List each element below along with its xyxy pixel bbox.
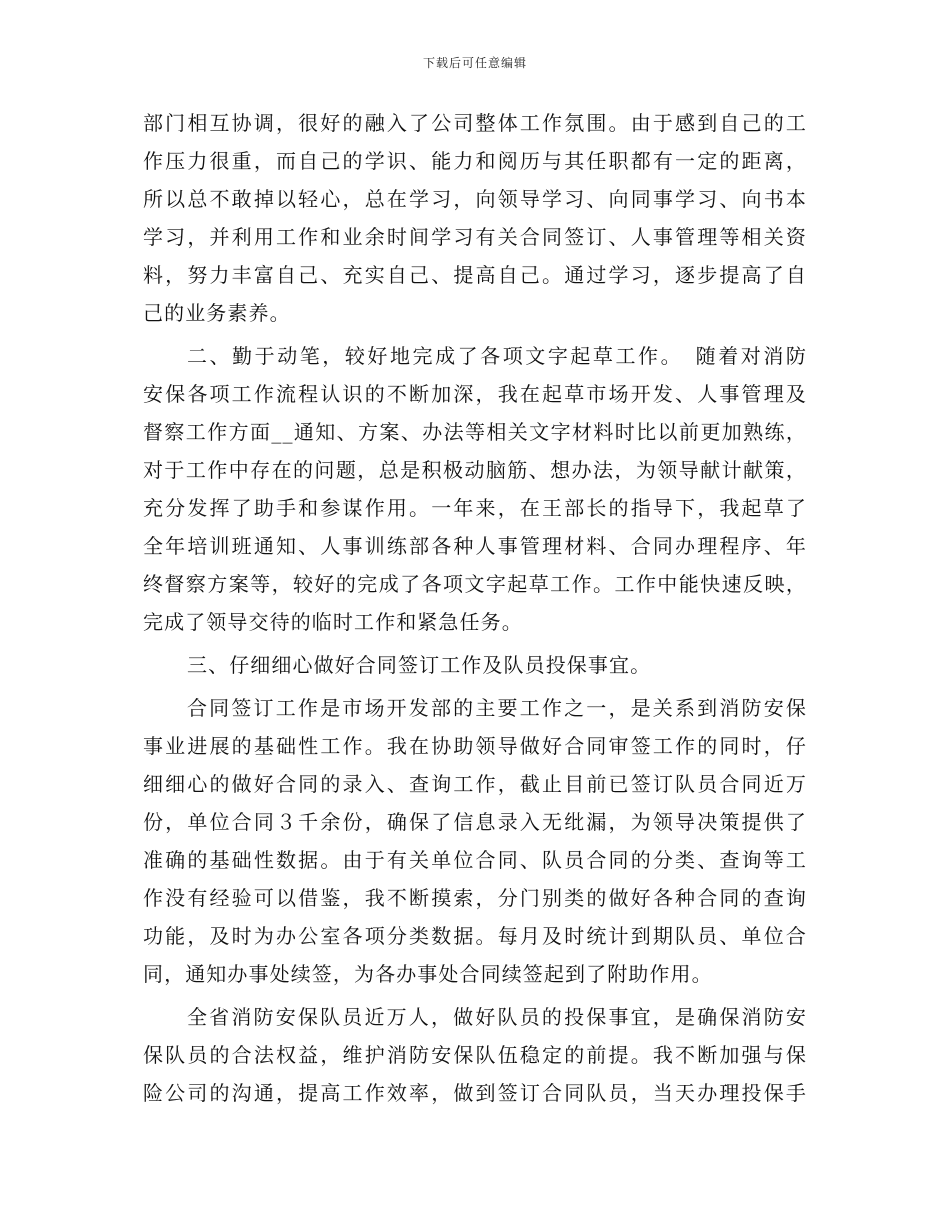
- text-line: 部门相互协调，很好的融入了公司整体工作氛围。由于感到自己的工: [143, 111, 807, 135]
- text-line: 事业进展的基础性工作。我在协助领导做好合同审签工作的同时，仔: [143, 734, 807, 758]
- text-line: 充分发挥了助手和参谋作用。一年来，在王部长的指导下，我起草了: [143, 496, 807, 520]
- text-line: 完成了领导交待的临时工作和紧急任务。: [143, 610, 523, 634]
- text-line: 作没有经验可以借鉴，我不断摸索，分门别类的做好各种合同的查询: [143, 886, 807, 910]
- text-line: 己的业务素养。: [143, 301, 291, 325]
- text-line: 保队员的合法权益，维护消防安保队伍稳定的前提。我不断加强与保: [143, 1043, 807, 1067]
- text-line: 同，通知办事处续签，为各办事处合同续签起到了附助作用。: [143, 962, 713, 986]
- text-line: 细细心的做好合同的录入、查询工作，截止目前已签订队员合同近万: [143, 772, 807, 796]
- text-line: 险公司的沟通，提高工作效率，做到签订合同队员，当天办理投保手: [143, 1081, 807, 1105]
- text-line: 对于工作中存在的问题，总是积极动脑筋、想办法，为领导献计献策，: [143, 458, 807, 482]
- text-line: 学习，并利用工作和业余时间学习有关合同签订、人事管理等相关资: [143, 225, 807, 249]
- text-line: 安保各项工作流程认识的不断加深，我在起草市场开发、人事管理及: [143, 382, 807, 406]
- page-header: 下载后可任意编辑: [422, 56, 527, 70]
- paragraph-2: [143, 337, 807, 641]
- text-line: 二、勤于动笔，较好地完成了各项文字起草工作。 随着对消防: [187, 344, 807, 368]
- text-line: 作压力很重，而自己的学识、能力和阅历与其任职都有一定的距离，: [143, 149, 807, 173]
- section-heading-3: [143, 646, 807, 684]
- text-line: 功能，及时为办公室各项分类数据。每月及时统计到期队员、单位合: [143, 924, 807, 948]
- text-line: 准确的基础性数据。由于有关单位合同、队员合同的分类、查询等工: [143, 848, 807, 872]
- text-line: 全年培训班通知、人事训练部各种人事管理材料、合同办理程序、年: [143, 534, 807, 558]
- paragraph-1: [143, 104, 807, 332]
- text-line: 合同签订工作是市场开发部的主要工作之一，是关系到消防安保: [187, 696, 807, 720]
- text-line: 料，努力丰富自己、充实自己、提高自己。通过学习，逐步提高了自: [143, 263, 807, 287]
- text-line: 全省消防安保队员近万人，做好队员的投保事宜，是确保消防安: [187, 1005, 807, 1029]
- text-line: 终督察方案等，较好的完成了各项文字起草工作。工作中能快速反映，: [143, 572, 807, 596]
- document-body: [143, 104, 807, 1112]
- text-line: 督察工作方面__通知、方案、办法等相关文字材料时比以前更加熟练，: [143, 420, 807, 444]
- text-line: 份，单位合同３千余份，确保了信息录入无纰漏，为领导决策提供了: [143, 810, 807, 834]
- paragraph-5: [143, 998, 807, 1112]
- text-line: 所以总不敢掉以轻心，总在学习，向领导学习、向同事学习、向书本: [143, 187, 807, 211]
- text-line: 三、仔细细心做好合同签订工作及队员投保事宜。: [187, 653, 652, 677]
- paragraph-4: [143, 689, 807, 993]
